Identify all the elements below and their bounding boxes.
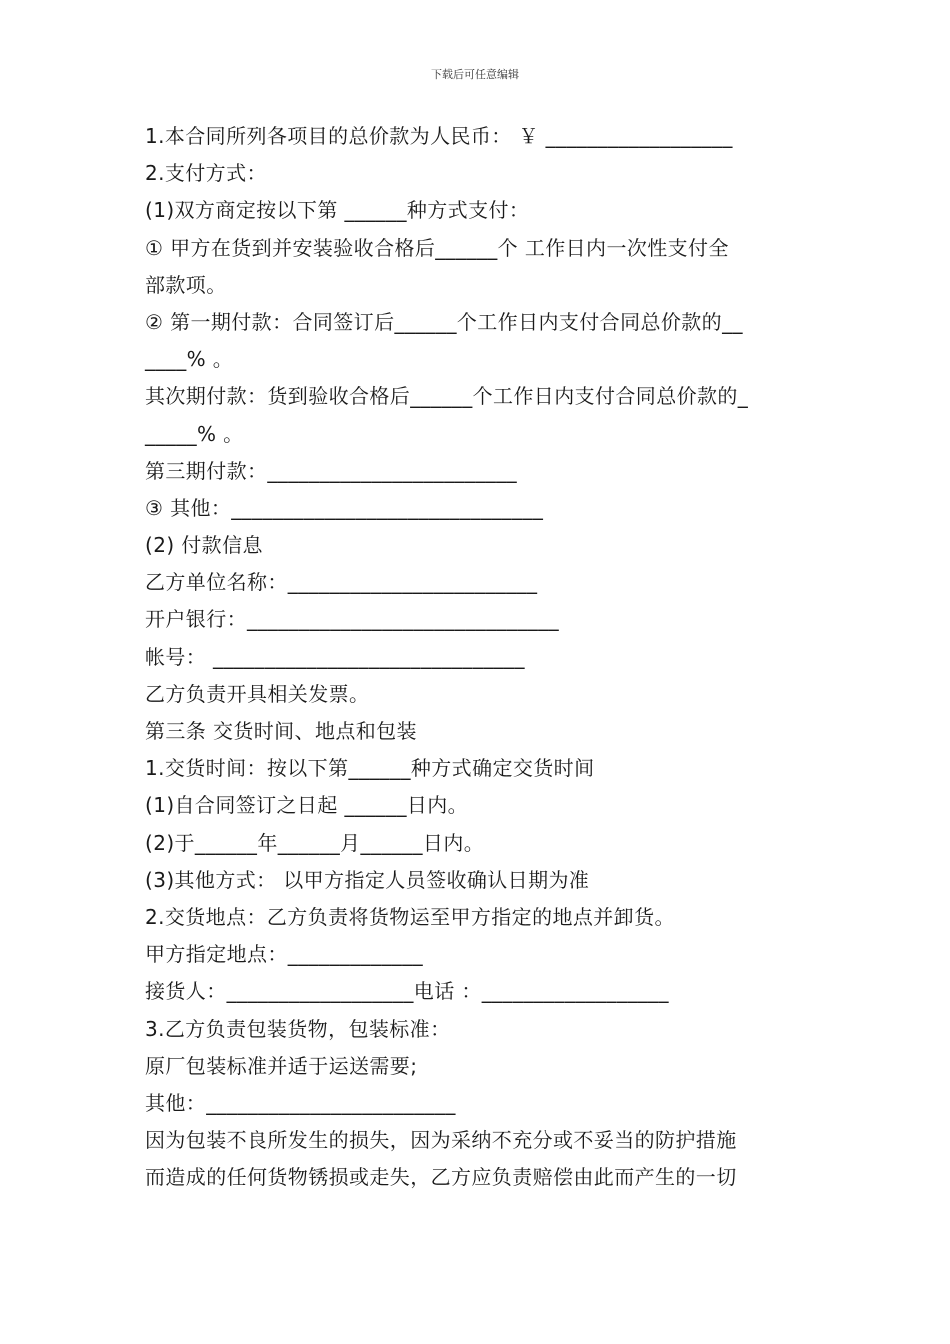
- text-line: (2)于______年______月______日内。: [145, 830, 485, 855]
- text-line: (1)双方商定按以下第 ______种方式支付：: [145, 198, 530, 223]
- text-line: 乙方负责开具相关发票。: [145, 681, 370, 706]
- text-line: ③ 其他：______________________________: [145, 495, 544, 520]
- text-line: 帐号： ______________________________: [145, 644, 525, 669]
- section-heading: 第三条 交货时间、地点和包装: [145, 719, 417, 743]
- text-line: _____% 。: [145, 421, 244, 446]
- text-line: ① 甲方在货到并安装验收合格后______个 工作日内一次性支付全: [145, 235, 729, 260]
- text-line: 3.乙方负责包装货物，包装标准：: [145, 1016, 451, 1041]
- text-line: 甲方指定地点：_____________: [145, 942, 423, 967]
- text-line: 1.本合同所列各项目的总价款为人民币： ￥ __________________: [145, 124, 733, 148]
- text-line: 其次期付款：货到验收合格后______个工作日内支付合同总价款的_: [145, 384, 749, 409]
- text-line: 2.交货地点：乙方负责将货物运至甲方指定的地点并卸货。: [145, 904, 675, 929]
- text-line: 1.交货时间：按以下第______种方式确定交货时间: [145, 756, 595, 781]
- text-line: (1)自合同签订之日起 ______日内。: [145, 793, 469, 818]
- text-line: 2.支付方式：: [145, 161, 267, 186]
- page-header: 下载后可任意编辑: [431, 68, 519, 81]
- document-body: [145, 118, 815, 1196]
- text-line: ____% 。: [145, 347, 234, 372]
- text-line: 其他：________________________: [145, 1090, 456, 1115]
- text-line: 接货人：__________________电话 ：__________________: [145, 979, 669, 1004]
- text-line: ② 第一期付款：合同签订后______个工作日内支付合同总价款的__: [145, 309, 743, 334]
- text-line: 开户银行：______________________________: [145, 607, 559, 632]
- text-line: 而造成的任何货物锈损或走失，乙方应负责赔偿由此而产生的一切: [145, 1165, 737, 1190]
- text-line: (2) 付款信息: [145, 533, 263, 558]
- text-line: 第三期付款：________________________: [145, 458, 517, 483]
- text-line: 因为包装不良所发生的损失，因为采纳不充分或不妥当的防护措施: [145, 1128, 737, 1153]
- text-line: 原厂包装标准并适于运送需要;: [145, 1053, 418, 1078]
- text-line: 部款项。: [145, 272, 227, 297]
- text-line: 乙方单位名称：________________________: [145, 570, 538, 595]
- text-line: (3)其他方式： 以甲方指定人员签收确认日期为准: [145, 867, 590, 892]
